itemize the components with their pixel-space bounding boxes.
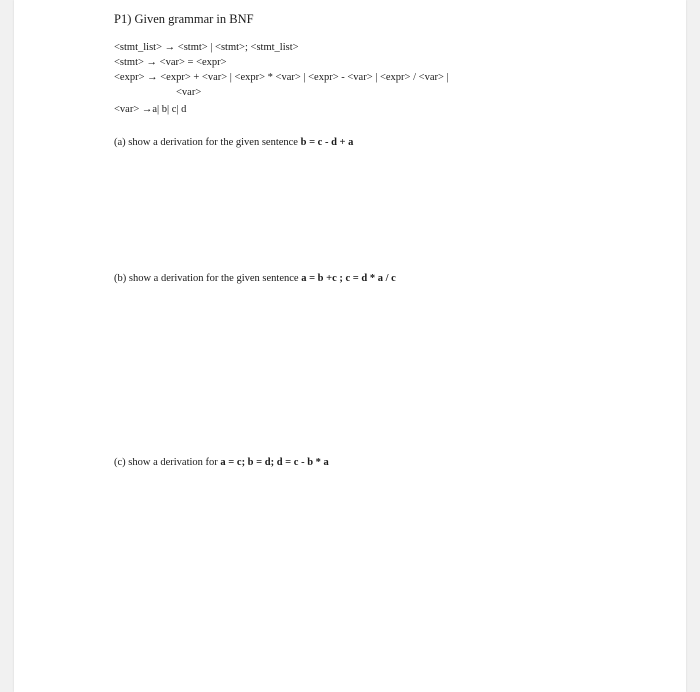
question-b-prompt: (b) show a derivation for the given sentence	[114, 273, 302, 284]
grammar-rule-expr-continuation: <var>	[176, 87, 202, 98]
question-c-sentence: a = c; b = d; d = c - b * a	[220, 457, 329, 468]
question-c-prompt: (c) show a derivation for	[114, 457, 221, 468]
problem-title: P1) Given grammar in BNF	[114, 12, 254, 26]
question-b	[114, 273, 396, 284]
grammar-rule-stmt: <stmt> → <var> = <expr>	[114, 57, 227, 68]
grammar-rule-stmt-list: <stmt_list> → <stmt> | <stmt>; <stmt_list>	[114, 42, 299, 53]
grammar-rule-var: <var> →a| b| c| d	[114, 104, 187, 115]
question-a	[114, 137, 353, 148]
grammar-rule-expr: <expr> → <expr> + <var> | <expr> * <var> | <expr> - <var> | <expr> / <var> |	[114, 72, 449, 83]
question-a-sentence: b = c - d + a	[300, 137, 354, 148]
question-c	[114, 457, 329, 468]
document-page	[14, 0, 686, 692]
question-b-sentence: a = b +c ; c = d * a / c	[301, 273, 396, 284]
question-a-prompt: (a) show a derivation for the given sentence	[114, 137, 301, 148]
